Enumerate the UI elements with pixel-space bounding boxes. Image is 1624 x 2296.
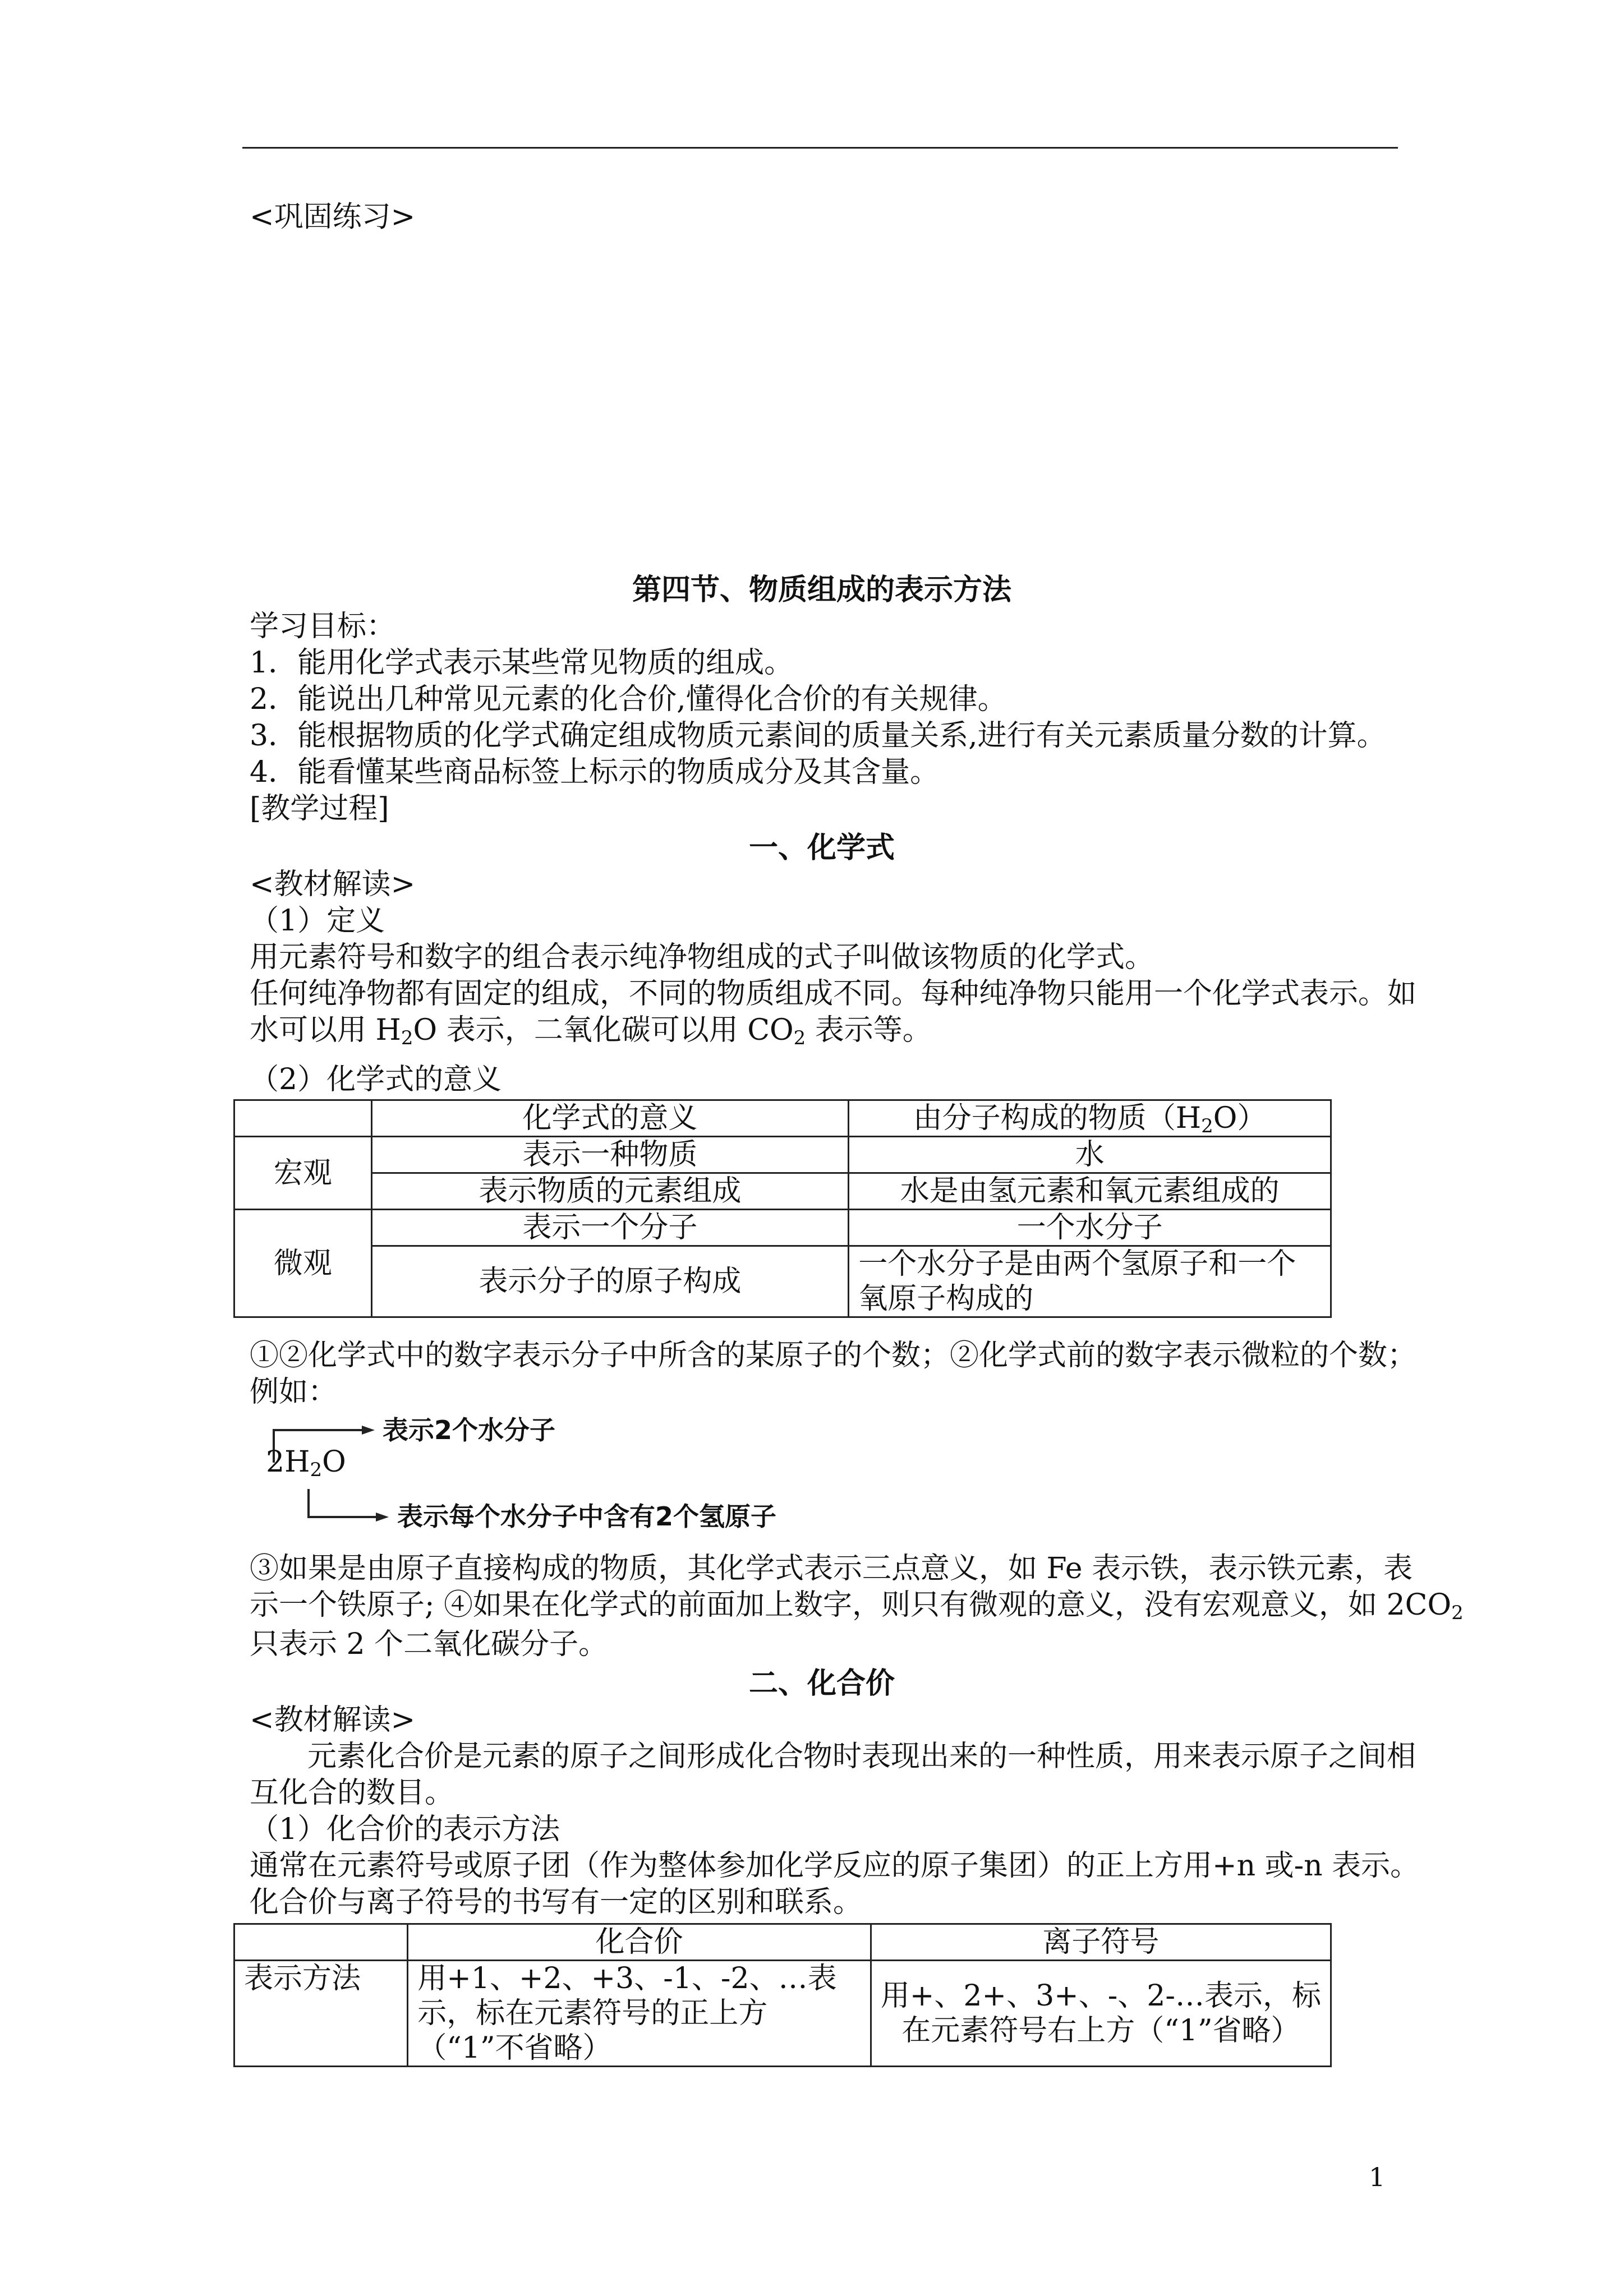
table-row: [234, 1173, 1331, 1210]
paragraph-line: 互化合的数目。: [250, 1776, 454, 1810]
diagram-bottom-label: 表示每个水分子中含有2个氢原子: [397, 1501, 777, 1531]
objective-item: 2．能说出几种常见元素的化合价,懂得化合价的有关规律。: [250, 683, 1007, 716]
note-line: 示一个铁原子; ④如果在化学式的前面加上数字，则只有微观的意义，没有宏观意义，如 $2CO_2$: [250, 1588, 1464, 1624]
table-header-cell: 化合价: [408, 1924, 871, 1961]
diagram-formula: $2H_2O$: [266, 1445, 346, 1481]
meaning-label: （2）化学式的意义: [250, 1063, 502, 1096]
paragraph-line: 水可以用 $H_2O$ 表示，二氧化碳可以用 $CO_2$ 表示等。: [250, 1013, 932, 1049]
table-row: [234, 1210, 1331, 1246]
table-cell: 一个水分子: [849, 1210, 1331, 1246]
objective-item: 3．能根据物质的化学式确定组成物质元素间的质量关系,进行有关元素质量分数的计算。: [250, 719, 1386, 753]
table-cell: 水是由氢元素和氧元素组成的: [849, 1173, 1331, 1210]
note-line: 例如：: [250, 1375, 338, 1409]
table-cell: 表示物质的元素组成: [371, 1173, 849, 1210]
micro-label: 微观: [234, 1210, 372, 1317]
table-header-cell: 离子符号: [871, 1924, 1331, 1961]
note-line: ①②化学式中的数字表示分子中所含的某原子的个数；②化学式前的数字表示微粒的个数；: [250, 1339, 1417, 1372]
page-number: 1: [1369, 2162, 1386, 2192]
row-label: 表示方法: [234, 1961, 408, 2067]
part2-reading-label: <教材解读>: [250, 1703, 416, 1737]
table-row: [234, 1961, 1331, 2067]
objective-item: 4．能看懂某些商品标签上标示的物质成分及其含量。: [250, 755, 940, 789]
part1-reading-label: <教材解读>: [250, 868, 416, 901]
table-cell: 用+1、+2、+3、-1、-2、…表示，标在元素符号的正上方（“1”不省略）: [408, 1961, 871, 2067]
objectives-label: 学习目标：: [250, 610, 396, 643]
table-header-cell: 化学式的意义: [371, 1100, 849, 1137]
table-cell: 表示分子的原子构成: [371, 1246, 849, 1317]
table-cell: 一个水分子是由两个氢原子和一个氧原子构成的: [849, 1246, 1331, 1317]
arrow-head-icon: [362, 1426, 375, 1435]
table-cell: 水: [849, 1137, 1331, 1173]
note-line: ③如果是由原子直接构成的物质，其化学式表示三点意义，如 Fe 表示铁，表示铁元素，表: [250, 1552, 1413, 1585]
part1-title: 一、化学式: [748, 831, 895, 865]
valence-table: [233, 1923, 1332, 2067]
table-row: [234, 1137, 1331, 1173]
section-title: 第四节、物质组成的表示方法: [632, 573, 1011, 607]
table-header-cell: 由分子构成的物质$(H_2O)$: [849, 1100, 1331, 1137]
formula-meaning-table: [233, 1099, 1332, 1318]
practice-heading: <巩固练习>: [250, 200, 416, 234]
paragraph-line: 通常在元素符号或原子团（作为整体参加化学反应的原子集团）的正上方用+n 或-n 表示。: [250, 1849, 1420, 1883]
definition-label: （1）定义: [250, 904, 385, 938]
paragraph-line: 任何纯净物都有固定的组成，不同的物质组成不同。每种纯净物只能用一个化学式表示。如: [250, 977, 1417, 1011]
table-cell: 表示一个分子: [371, 1210, 849, 1246]
diagram-top-label: 表示2个水分子: [383, 1415, 556, 1445]
process-label: [教学过程]: [250, 792, 389, 826]
table-header-row: [234, 1924, 1331, 1961]
bracket-bottom-line: [309, 1489, 376, 1517]
header-rule: [242, 147, 1398, 149]
arrow-head-icon: [376, 1513, 389, 1522]
table-cell: 表示一种物质: [371, 1137, 849, 1173]
method-label: （1）化合价的表示方法: [250, 1813, 560, 1846]
table-cell: 用+、2+、3+、-、2-…表示，标在元素符号右上方（“1”省略）: [871, 1961, 1331, 2067]
paragraph-line: 化合价与离子符号的书写有一定的区别和联系。: [250, 1885, 863, 1919]
definition-text: 用元素符号和数字的组合表示纯净物组成的式子叫做该物质的化学式。: [250, 940, 1154, 974]
paragraph-line: 元素化合价是元素的原子之间形成化合物时表现出来的一种性质，用来表示原子之间相: [307, 1740, 1416, 1773]
table-row: [234, 1246, 1331, 1317]
table-header-row: [234, 1100, 1331, 1137]
note-line: 只表示 2 个二氧化碳分子。: [250, 1628, 608, 1661]
objective-item: 1．能用化学式表示某些常见物质的组成。: [250, 646, 794, 680]
macro-label: 宏观: [234, 1137, 372, 1210]
part2-title: 二、化合价: [748, 1666, 895, 1700]
